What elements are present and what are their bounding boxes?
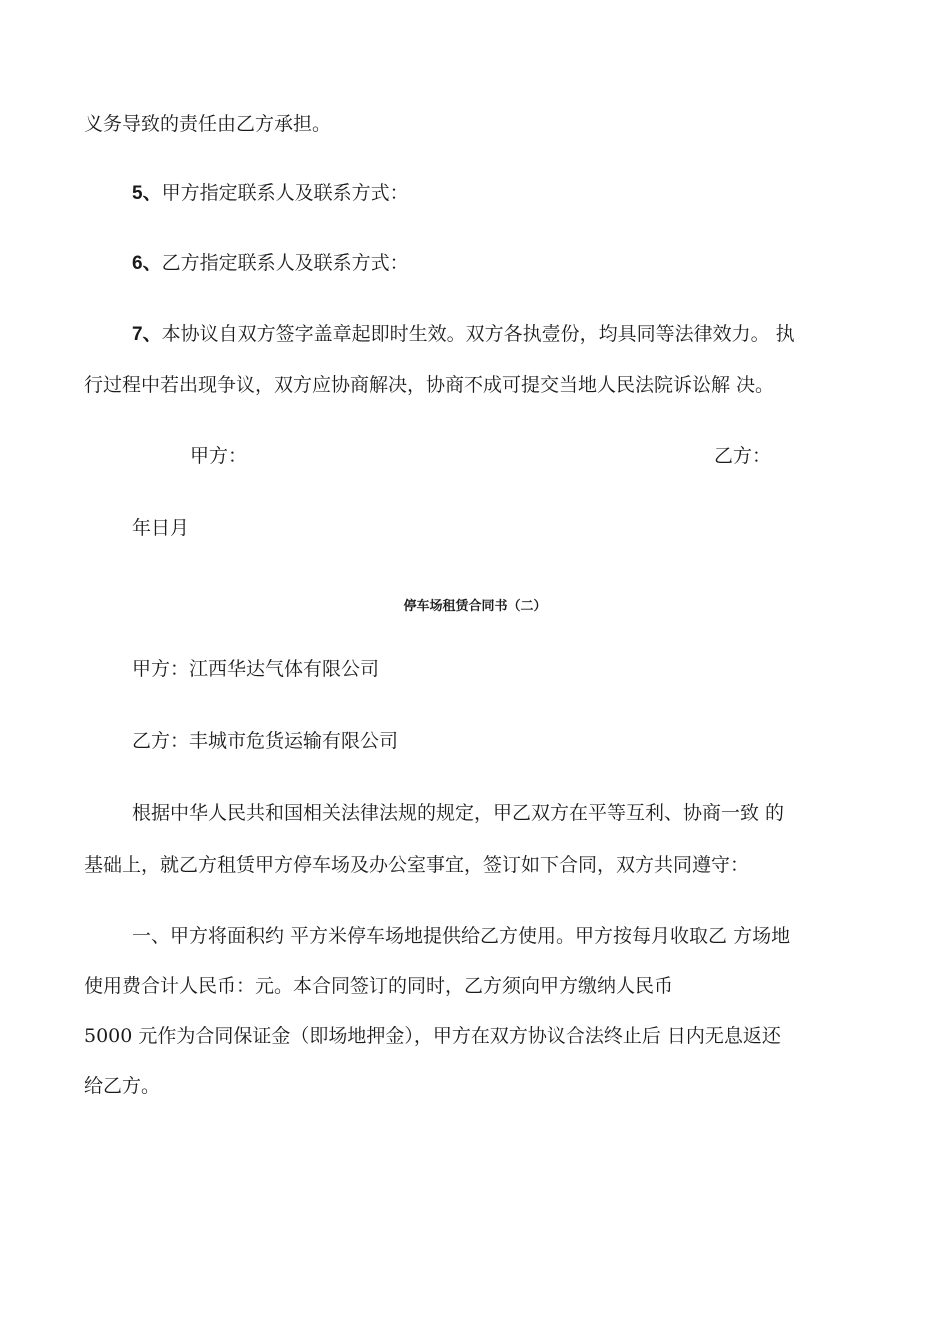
item-5-number: 5、 bbox=[132, 183, 162, 204]
item-7-text: 本协议自双方签字盖章起即时生效。双方各执壹份，均具同等法律效力。 执 bbox=[161, 323, 795, 345]
item-7-line-2: 行过程中若出现争议，双方应协商解决，协商不成可提交当地人民法院诉讼解 决。 bbox=[84, 374, 775, 396]
clause-1-line-4: 给乙方。 bbox=[84, 1075, 161, 1097]
date-line: 年日月 bbox=[132, 517, 190, 539]
continuation-text: 义务导致的责任由乙方承担。 bbox=[84, 113, 332, 135]
preamble-line-1: 根据中华人民共和国相关法律法规的规定，甲乙双方在平等互利、协商一致 的 bbox=[132, 802, 785, 824]
preamble-line-2: 基础上，就乙方租赁甲方停车场及办公室事宜，签订如下合同，双方共同遵守： bbox=[84, 854, 750, 876]
item-5-text: 甲方指定联系人及联系方式： bbox=[161, 182, 409, 204]
party-a-line: 甲方：江西华达气体有限公司 bbox=[132, 658, 380, 680]
party-b-line: 乙方：丰城市危货运输有限公司 bbox=[132, 730, 399, 752]
item-6-text: 乙方指定联系人及联系方式： bbox=[161, 252, 409, 274]
signature-party-b: 乙方： bbox=[714, 445, 772, 467]
clause-1-line-3: 5000 元作为合同保证金（即场地押金），甲方在双方协议合法终止后 日内无息返还 bbox=[84, 1025, 781, 1047]
clause-1-line-1: 一、甲方将面积约 平方米停车场地提供给乙方使用。甲方按每月收取乙 方场地 bbox=[132, 925, 791, 947]
clause-1-line-2: 使用费合计人民币：元。本合同签订的同时，乙方须向甲方缴纳人民币 bbox=[84, 975, 674, 997]
signature-party-a: 甲方： bbox=[190, 445, 248, 467]
item-7-line-1 bbox=[132, 322, 795, 347]
item-5 bbox=[132, 181, 409, 206]
item-6-number: 6、 bbox=[132, 253, 162, 274]
item-6 bbox=[132, 251, 409, 276]
contract-title: 停车场租赁合同书（二） bbox=[403, 599, 547, 614]
item-7-number: 7、 bbox=[132, 324, 162, 345]
